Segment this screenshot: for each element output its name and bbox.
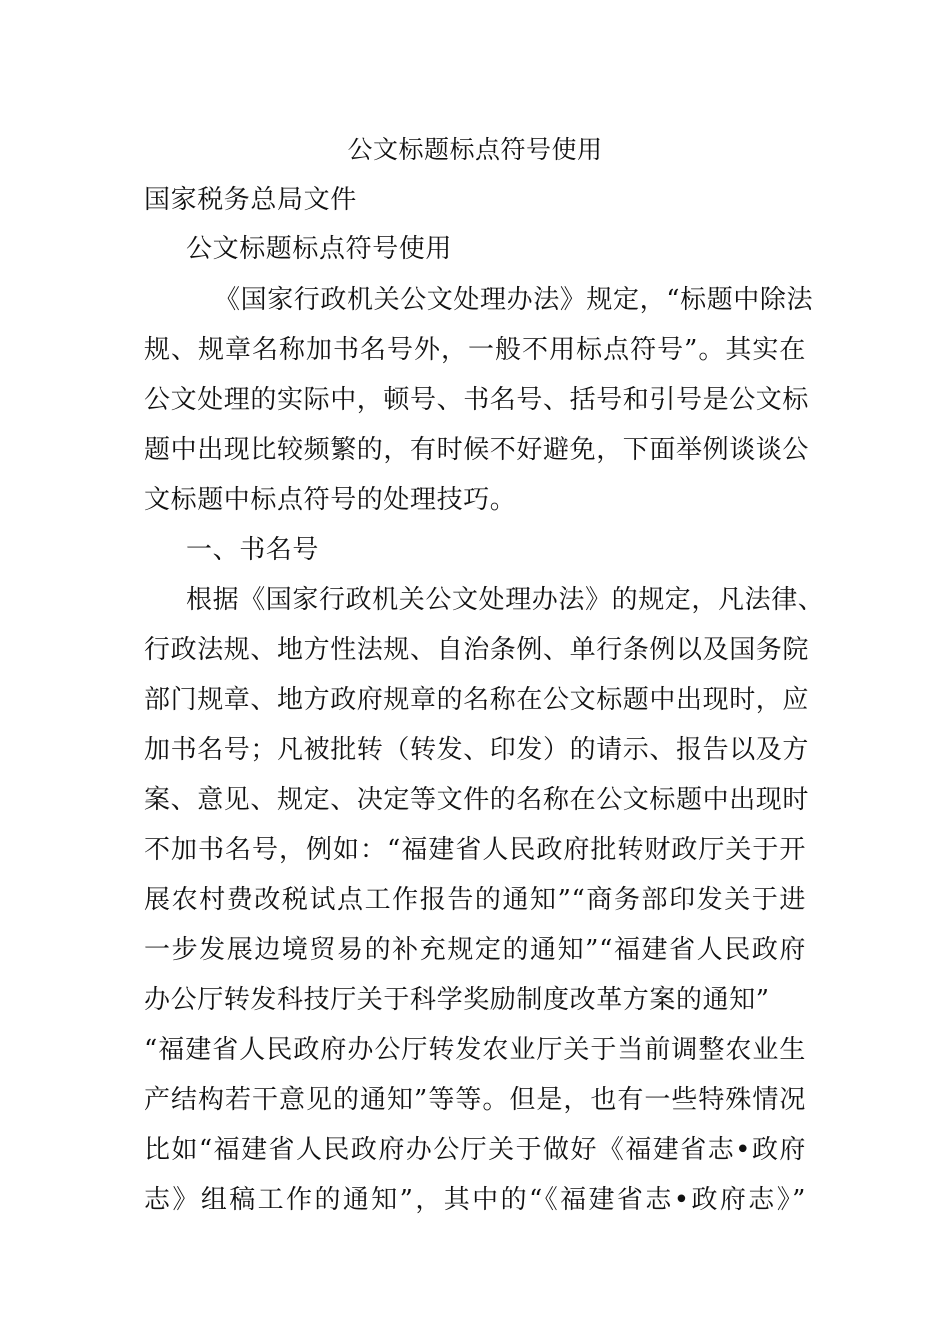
paragraph-line: 行政法规、地方性法规、自治条例、单行条例以及国务院 [144,635,810,665]
paragraph-line: 规、规章名称加书名号外，一般不用标点符号”。其实在 [144,335,806,365]
paragraph-line: 案、意见、规定、决定等文件的名称在公文标题中出现时 [144,785,810,815]
paragraph-line: 不加书名号，例如：“福建省人民政府批转财政厅关于开 [144,835,806,865]
document-title: 公文标题标点符号使用 [347,135,603,164]
paragraph-line: 《国家行政机关公文处理办法》规定，“标题中除法 [214,285,814,315]
paragraph-line: 产结构若干意见的通知”等等。但是，也有一些特殊情况 [144,1085,806,1115]
paragraph-line: 根据《国家行政机关公文处理办法》的规定，凡法律、 [186,585,825,615]
paragraph-line: 文标题中标点符号的处理技巧。 [144,485,517,515]
paragraph-line: 展农村费改税试点工作报告的通知”“商务部印发关于进 [144,885,806,915]
paragraph-line: 志》组稿工作的通知”，其中的“《福建省志•政府志》” [144,1185,806,1215]
subtitle-line: 公文标题标点符号使用 [186,234,453,264]
section-heading: 一、书名号 [186,535,320,565]
issuer-line: 国家税务总局文件 [144,185,357,215]
paragraph-line: 加书名号；凡被批转（转发、印发）的请示、报告以及方 [144,735,810,765]
paragraph-line: 一步发展边境贸易的补充规定的通知”“福建省人民政府 [144,935,806,965]
paragraph-line: 比如“福建省人民政府办公厅关于做好《福建省志•政府 [144,1135,806,1165]
paragraph-line: 办公厅转发科技厅关于科学奖励制度改革方案的通知” [144,985,770,1015]
paragraph-line: 题中出现比较频繁的，有时候不好避免，下面举例谈谈公 [144,435,810,465]
paragraph-line: “福建省人民政府办公厅转发农业厅关于当前调整农业生 [144,1035,806,1065]
paragraph-line: 部门规章、地方政府规章的名称在公文标题中出现时，应 [144,685,810,715]
paragraph-line: 公文处理的实际中，顿号、书名号、括号和引号是公文标 [144,385,810,415]
